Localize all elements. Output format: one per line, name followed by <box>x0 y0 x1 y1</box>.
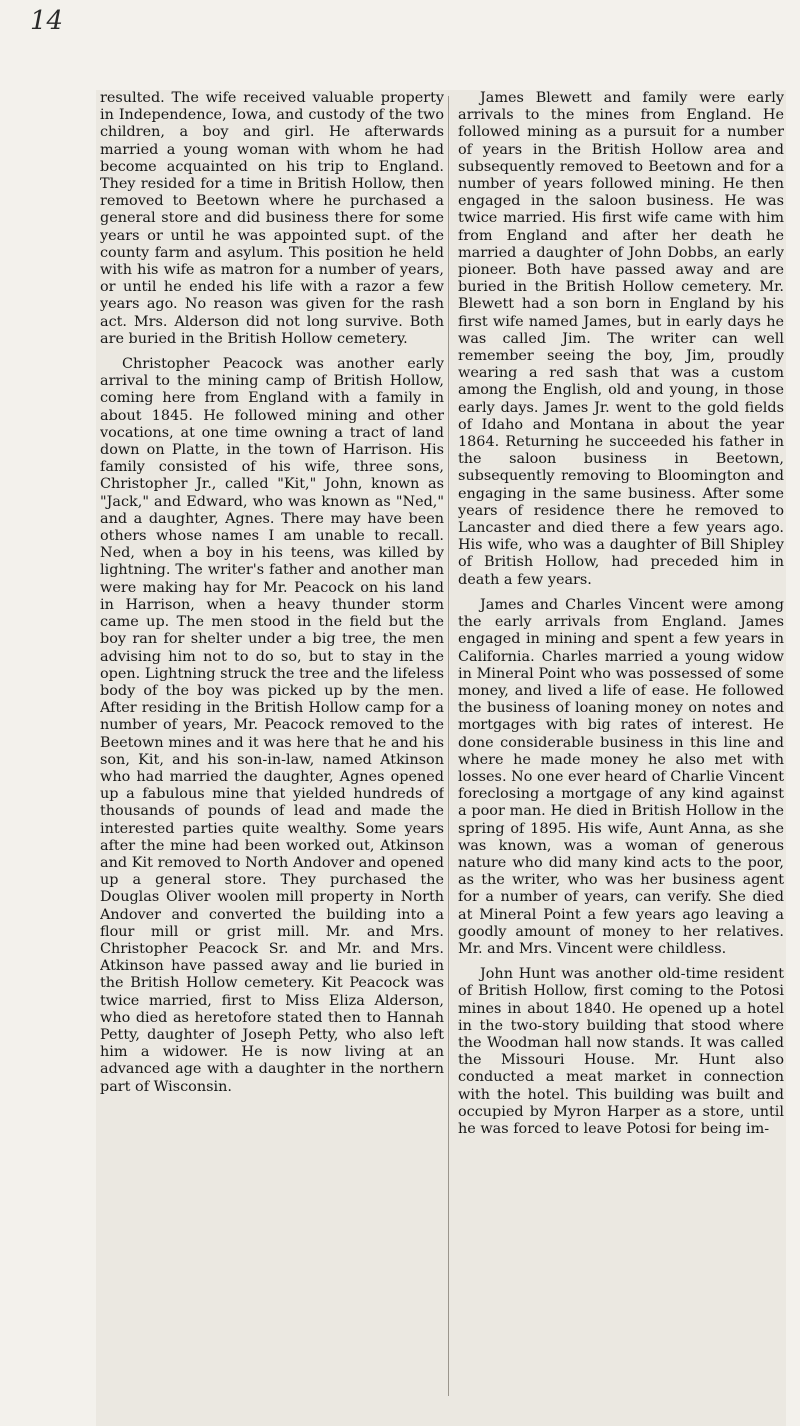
paragraph-vincent: James and Charles Vincent were among the early arrivals from England. James engaged in mining and spent a few years in California. Charles married a young widow in Mineral Point who was possessed of some money, and lived a life of ease. He followed the business of loaning money on notes and mortgages with big rates of interest. He done considerable business in this line and where he made money he also met with losses. No one ever heard of Charlie Vincent foreclosing a mortgage of any kind against a poor man. He died in British Hollow in the spring of 1895. His wife, Aunt Anna, as she was known, was a woman of generous nature who did many kind acts to the poor, as the writer, who was her business agent for a number of years, can verify. She died at Mineral Point a few years ago leaving a goodly amount of money to her relatives. Mr. and Mrs. Vincent were childless. <box>458 596 784 957</box>
column-divider <box>448 96 449 1396</box>
paragraph-hunt: John Hunt was another old-time resident of British Hollow, first coming to the Potosi mines in about 1840. He opened up a hotel in the two-story building that stood where the Woodman hall now stands. It was called the Missouri House. Mr. Hunt also conducted a meat market in connection with the hotel. This building was built and occupied by Myron Harper as a store, until he was forced to leave Potosi for being im- <box>458 966 784 1137</box>
right-column <box>458 90 784 1426</box>
left-column <box>100 90 444 1426</box>
paragraph-alderson-end: resulted. The wife received valuable property in Independence, Iowa, and custody of the two children, a boy and girl. He afterwards married a young woman with whom he had become acquainted on his trip to England. They resided for a time in British Hollow, then removed to Beetown where he purchased a general store and did business there for some years or until he was appointed supt. of the county farm and asylum. This position he held with his wife as matron for a number of years, or until he ended his life with a razor a few years ago. No reason was given for the rash act. Mrs. Alderson did not long survive. Both are buried in the British Hollow cemetery. <box>100 90 444 347</box>
newspaper-clipping <box>96 90 786 1426</box>
paragraph-blewett: James Blewett and family were early arrivals to the mines from England. He followed mining as a pursuit for a number of years in the British Hollow area and subsequently removed to Beetown and for a number of years followed mining. He then engaged in the saloon business. He was twice married. His first wife came with him from England and after her death he married a daughter of John Dobbs, an early pioneer. Both have passed away and are buried in the British Hollow cemetery. Mr. Blewett had a son born in England by his first wife named James, but in early days he was called Jim. The writer can well remember seeing the boy, Jim, proudly wearing a red sash that was a custom among the English, old and young, in those early days. James Jr. went to the gold fields of Idaho and Montana in about the year 1864. Returning he succeeded his father in the saloon business in Beetown, subsequently removing to Bloomington and engaging in the same business. After some years of residence there he removed to Lancaster and died there a few years ago. His wife, who was a daughter of Bill Shipley of British Hollow, had preceded him in death a few years. <box>458 90 784 588</box>
paragraph-peacock: Christopher Peacock was another early arrival to the mining camp of British Hollow, coming here from England with a family in about 1845. He followed mining and other vocations, at one time owning a tract of land down on Platte, in the town of Harrison. His family consisted of his wife, three sons, Christopher Jr., called "Kit," John, known as "Jack," and Edward, who was known as "Ned," and a daughter, Agnes. There may have been others whose names I am unable to recall. Ned, when a boy in his teens, was killed by lightning. The writer's father and another man were making hay for Mr. Peacock on his land in Harrison, when a heavy thunder storm came up. The men stood in the field but the boy ran for shelter under a big tree, the men advising him not to do so, but to stay in the open. Lightning struck the tree and the lifeless body of the boy was picked up by the men. After residing in the British Hollow camp for a number of years, Mr. Peacock removed to the Beetown mines and it was here that he and his son, Kit, and his son-in-law, named Atkinson who had married the daughter, Agnes opened up a fabulous mine that yielded hundreds of thousands of pounds of lead and made the interested parties quite wealthy. Some years after the mine had been worked out, Atkinson and Kit removed to North Andover and opened up a general store. They purchased the Douglas Oliver woolen mill property in North Andover and converted the building into a flour mill or grist mill. Mr. and Mrs. Christopher Peacock Sr. and Mr. and Mrs. Atkinson have passed away and lie buried in the British Hollow cemetery. Kit Peacock was twice married, first to Miss Eliza Alderson, who died as heretofore stated then to Hannah Petty, daughter of Joseph Petty, who also left him a widower. He is now living at an advanced age with a daughter in the northern part of Wisconsin. <box>100 356 444 1095</box>
page-number: 14 <box>30 6 64 36</box>
